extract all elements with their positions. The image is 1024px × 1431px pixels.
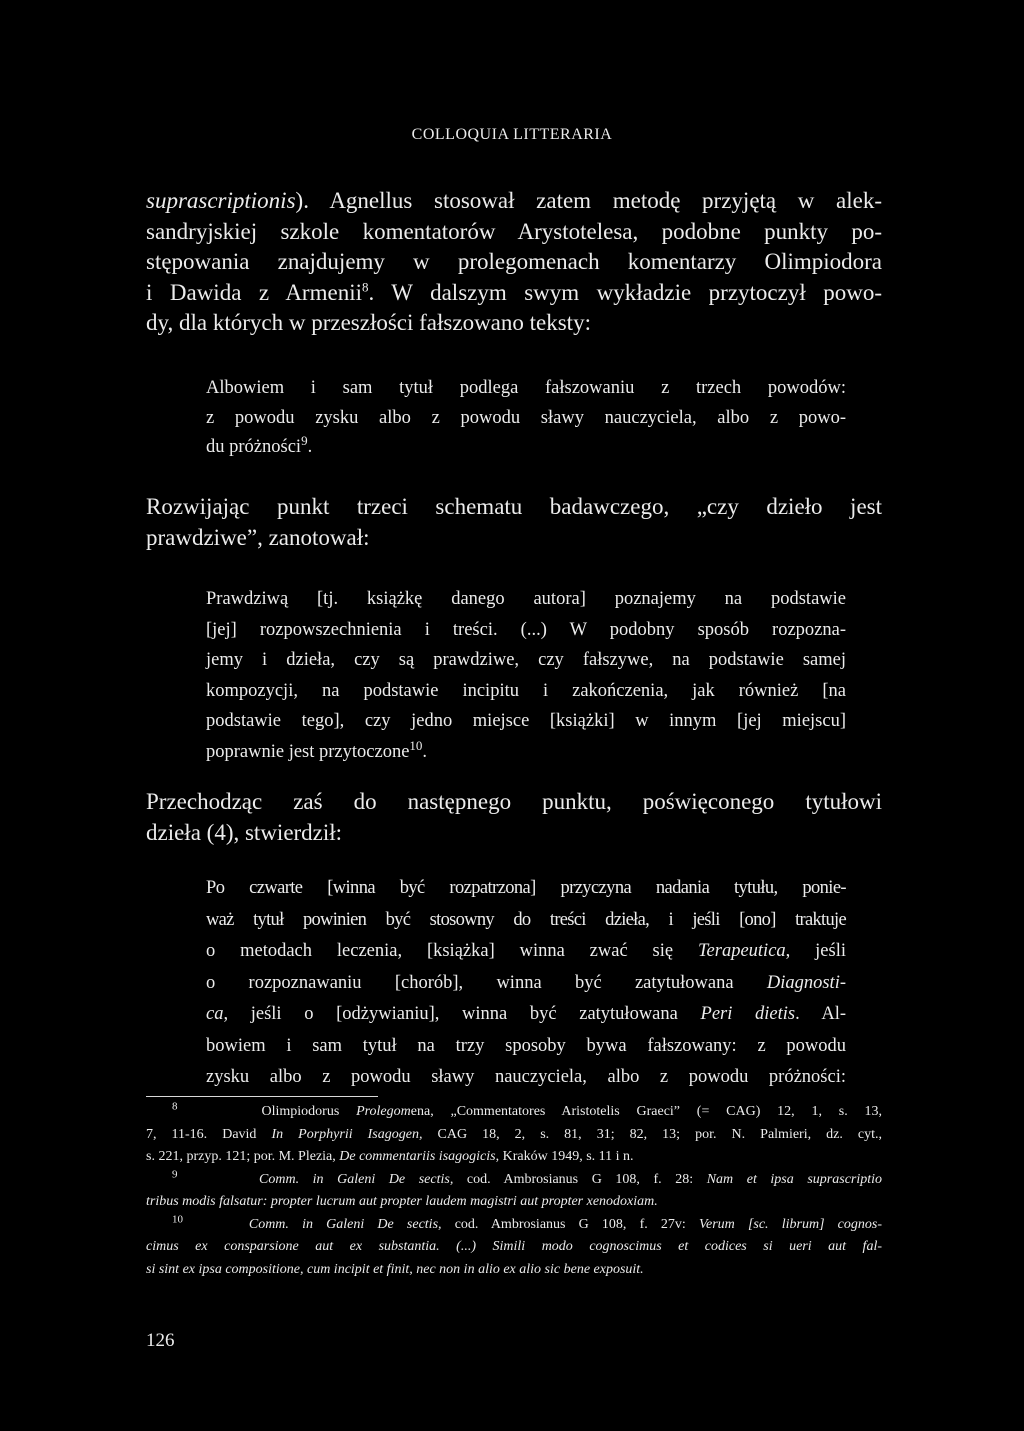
text-span: 7, 11-16. David xyxy=(146,1126,272,1142)
text-span: o rozpoznawaniu [chorób], winna być zatytułowana xyxy=(206,972,767,993)
text-line: z powodu zysku albo z powodu sławy nauczyciela, albo z powo- xyxy=(206,407,846,428)
text-line xyxy=(146,186,882,217)
text-line: Rozwijając punkt trzeci schematu badawczego, „czy dzieło jest xyxy=(146,494,882,519)
footnote-line xyxy=(146,1101,882,1124)
footnote-line xyxy=(146,1236,882,1259)
italic-title: In Porphyrii Isagogen, xyxy=(271,1126,423,1142)
footnote-number: 9 xyxy=(172,1167,178,1180)
text-span: . Al- xyxy=(795,1004,847,1024)
italic-quote: tribus modis falsatur: propter lucrum aut propter laudem magistri aut propter xenodoxiam. xyxy=(146,1194,658,1209)
text-line xyxy=(206,999,846,1031)
italic-title: Diagnosti- xyxy=(766,972,846,993)
text-span: , Kraków 1949, s. 11 i n. xyxy=(495,1149,634,1164)
text-line: podstawie tego], czy jedno miejsce [książki] w innym [jej miejscu] xyxy=(206,711,846,731)
text-span: , jeśli xyxy=(785,941,846,961)
footnote-9 xyxy=(146,1169,882,1214)
text-line: bowiem i sam tytuł na trzy sposoby bywa fałszowany: z powodu xyxy=(206,1035,846,1056)
text-span: cod. Ambrosianus G 108, f. 28: xyxy=(453,1171,707,1187)
text-line: jemy i dzieła, czy są prawdziwe, czy fałszywe, na podstawie samej xyxy=(206,650,846,670)
text-span: poprawnie jest przytoczone xyxy=(206,741,410,762)
italic-title: ca xyxy=(206,1004,224,1024)
text-span: s. 221, przyp. 121; por. M. Plezia, xyxy=(146,1149,340,1164)
italic-title: Comm. in Galeni De sectis, xyxy=(259,1171,454,1187)
block-quote-1 xyxy=(206,374,846,463)
text-line: prawdziwe”, zanotował: xyxy=(146,524,370,550)
text-span: o metodach leczenia, [książka] winna zwać się xyxy=(206,941,698,961)
text-span: . xyxy=(422,741,428,762)
text-line xyxy=(206,433,846,463)
footnote-separator xyxy=(146,1096,378,1097)
text-line: Albowiem i sam tytuł podlega fałszowaniu z trzech powodów: xyxy=(206,378,846,398)
text-span: i Dawida z Armenii xyxy=(146,279,362,305)
text-span: du próżności xyxy=(206,437,302,457)
footnote-line xyxy=(146,1259,882,1282)
italic-title: Prolegom xyxy=(356,1104,411,1119)
paragraph-1 xyxy=(146,186,882,339)
text-span: . W dalszym swym wykładzie przytoczył powo- xyxy=(368,279,882,305)
footnote-line xyxy=(146,1146,882,1169)
text-line xyxy=(206,737,846,768)
footnote-line xyxy=(146,1124,882,1147)
footnote-line xyxy=(146,1214,882,1237)
running-header: COLLOQUIA LITTERARIA xyxy=(411,126,613,143)
text-line: Prawdziwą [tj. książkę danego autora] poznajemy na podstawie xyxy=(206,589,846,609)
italic-quote: si sint ex ipsa compositione, cum incipit et finit, nec non in alio ex alio sic bene exposuit. xyxy=(146,1261,644,1277)
italic-title: Peri dietis xyxy=(700,1004,796,1024)
footnote-ref-9[interactable]: 9 xyxy=(301,432,308,448)
block-quote-3 xyxy=(206,873,846,1094)
text-span: Olimpiodorus xyxy=(261,1104,357,1119)
italic-term: suprascriptionis xyxy=(146,188,296,213)
block-quote-2 xyxy=(206,584,846,767)
text-line: dzieła (4), stwierdził: xyxy=(146,819,343,845)
text-line: dy, dla których w przeszłości fałszowano teksty: xyxy=(146,310,591,335)
paragraph-2 xyxy=(146,492,882,553)
footnote-number: 10 xyxy=(172,1212,183,1225)
italic-title: Terapeutica xyxy=(697,941,786,961)
text-span: , jeśli o [odżywianiu], winna być zatytułowana xyxy=(223,1004,701,1024)
footnote-10 xyxy=(146,1214,882,1282)
italic-quote: Nam et ipsa suprascriptio xyxy=(706,1171,883,1187)
footnote-number: 8 xyxy=(172,1100,178,1113)
page-number: 126 xyxy=(146,1330,175,1351)
text-line: zysku albo z powodu sławy nauczyciela, albo z powodu próżności: xyxy=(206,1067,846,1087)
text-span: ena, „Commentatores Aristotelis Graeci” (= CAG) 12, 1, s. 13, xyxy=(410,1104,883,1119)
italic-title: De commentariis isagogicis xyxy=(339,1149,496,1164)
text-line: kompozycji, na podstawie incipitu i zakończenia, jak również [na xyxy=(206,680,846,701)
footnote-ref-10[interactable]: 10 xyxy=(409,737,423,753)
footnote-ref-8[interactable]: 8 xyxy=(361,278,369,294)
text-span: cod. Ambrosianus G 108, f. 27v: xyxy=(441,1216,699,1232)
text-line: waż tytuł powinien być stosowny do treści dzieła, i jeśli [ono] traktuje xyxy=(206,909,846,930)
footnote-8 xyxy=(146,1101,882,1169)
paragraph-3 xyxy=(146,787,882,848)
footnote-line xyxy=(146,1169,882,1192)
italic-quote: Verum [sc. librum] cognos- xyxy=(699,1216,883,1232)
text-line: Po czwarte [winna być rozpatrzona] przyczyna nadania tytułu, ponie- xyxy=(206,878,846,898)
text-line: Przechodząc zaś do następnego punktu, poświęconego tytułowi xyxy=(146,789,882,814)
footnote-line xyxy=(146,1191,882,1214)
text-line: [jej] rozpowszechnienia i treści. (...) W podobny sposób rozpozna- xyxy=(206,619,846,640)
text-line xyxy=(206,968,846,1000)
italic-quote: cimus ex consparsione aut ex substantia. (...) Simili modo cognoscimus et codices si ueri aut fal- xyxy=(146,1239,882,1254)
text-span: CAG 18, 2, s. 81, 31; 82, 13; por. N. Palmieri, dz. cyt., xyxy=(422,1126,882,1142)
text-line xyxy=(146,278,882,309)
text-line: stępowania znajdujemy w prolegomenach komentarzy Olimpiodora xyxy=(146,249,882,274)
text-line xyxy=(206,936,846,968)
footnotes xyxy=(146,1101,882,1281)
text-span: ). Agnellus stosował zatem metodę przyjętą w alek- xyxy=(295,188,882,213)
italic-title: Comm. in Galeni De sectis, xyxy=(248,1216,442,1232)
text-span: . xyxy=(307,437,313,457)
text-line: sandryjskiej szkole komentatorów Arystotelesa, podobne punkty po- xyxy=(146,218,882,244)
